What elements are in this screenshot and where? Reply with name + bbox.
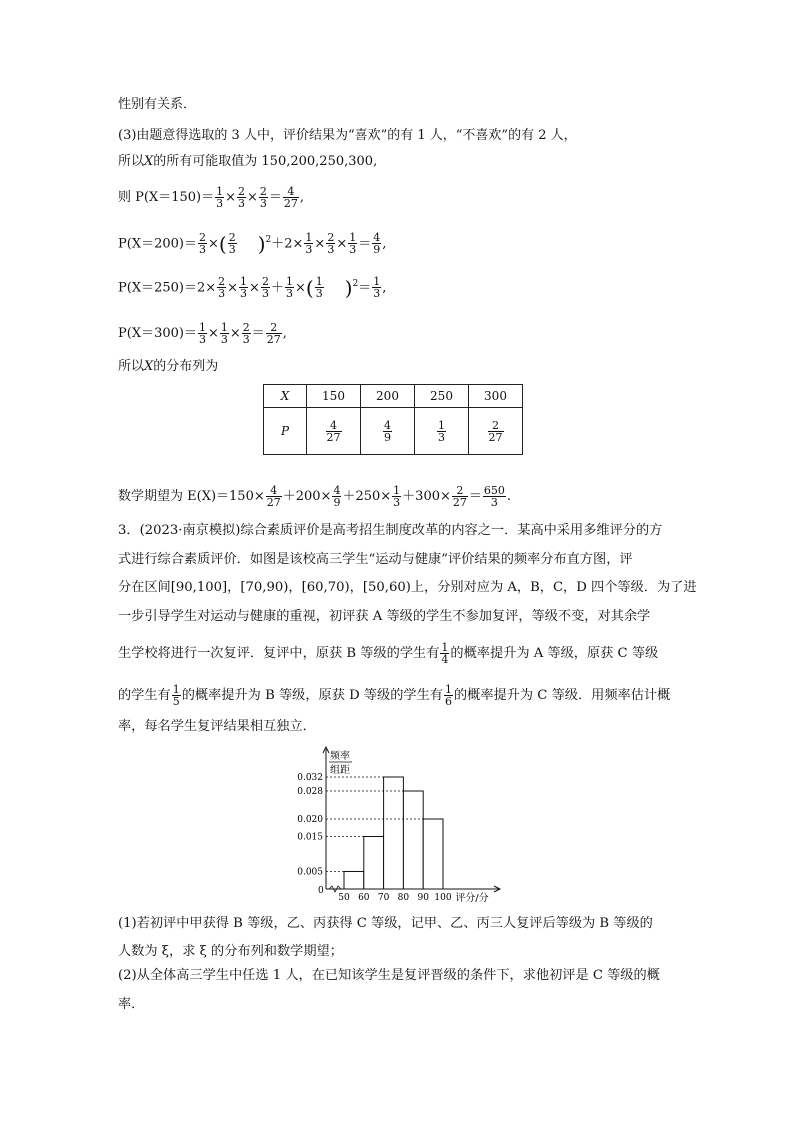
fraction: $\frac{2}{3}$ [327,231,335,257]
fraction: $\frac{2}{27}$ [452,484,467,509]
fraction: $\frac{2}{3}$ [261,275,269,301]
y-tick-label: 0.005 [297,867,323,878]
question-line: 人数为 ξ，求 ξ 的分布列和数学期望； [118,944,343,959]
question-line [118,642,658,665]
question-line: 分在区间[90,100]，[70,90)，[60,70)，[50,60)上，分别对应为 A，B，C，D 四个等级．为了进 [118,580,697,595]
text-seg: 的概率提升为 A 等级，原获 C 等级 [450,646,659,661]
fraction: $\frac{2}{3}$ [242,321,250,346]
y-tick-label: 0.015 [297,832,323,843]
origin-label: 0 [318,886,324,896]
y-tick-label: 0.032 [297,773,323,783]
histogram-bar [344,872,364,890]
text-line: (3)由题意得选取的 3 人中，评价结果为“喜欢”的有 1 人，“不喜欢”的有 2 人， [118,128,577,143]
formula-seg: ＝ [468,489,482,504]
table-row [264,385,523,408]
x-tick-label: 90 [417,893,429,903]
fraction: $\frac{2}{3}$ [228,231,236,257]
question-line: 式进行综合素质评价．如图是该校高三学生“运动与健康”评价结果的频率分布直方图，评 [118,552,633,567]
fraction: $\frac{1}{3}$ [305,231,313,257]
formula-p300: P(X＝300)＝ $\frac{1}{3}$ × $\frac{1}{3}$ × $\frac{2}{3}$ ＝ $\frac{2}{27}$ , [118,321,287,346]
fraction: $\frac{2}{3}$ [238,185,245,210]
table-cell: 150 [307,385,361,408]
table-cell: $\frac{2}{27}$ [469,408,523,455]
fraction: $\frac{1}{3}$ [220,321,228,346]
fraction: $\frac{1}{3}$ [373,275,381,301]
table-cell: 250 [415,385,469,408]
question-line: (2)从全体高三学生中任选 1 人，在已知该学生是复评晋级的条件下，求他初评是 C 等级的概 [118,968,660,983]
x-axis-label: 评分/分 [455,893,489,904]
x-tick-label: 70 [377,893,390,903]
table-cell: $\frac{4}{27}$ [307,408,361,455]
fraction: $\frac{1}{3}$ [198,321,206,346]
histogram-bar [364,837,384,890]
formula-seg: ＋300× [402,489,451,504]
table-cell: 300 [469,385,523,408]
fraction: $\frac{4}{27}$ [266,484,281,509]
formula-prefix: P(X＝250)＝ [118,280,197,296]
fraction: $\frac{1}{4}$ [441,641,449,666]
text-seg: 生学校将进行一次复评．复评中，原获 B 等级的学生有 [118,646,440,661]
question-line: 一步引导学生对运动与健康的重视，初评获 A 等级的学生不参加复评，等级不变，对其余学 [118,609,651,624]
table-cell: $\frac{4}{9}$ [361,408,415,455]
table-cell: 200 [361,385,415,408]
expectation-line: 数学期望为 E(X)＝150× $\frac{4}{27}$ ＋200× $\frac{4}{9}$ ＋250× $\frac{1}{3}$ ＋300× $\frac{2}{27}$ ＝ $\frac{650}{3}$ . [118,484,512,509]
table-cell: $\frac{1}{3}$ [415,408,469,455]
text-seg: 的分布列为 [153,359,219,374]
table-cell: X [264,385,307,408]
text-line: 性别有关系． [118,97,197,112]
text-seg: 所以 [118,154,145,169]
fraction: $\frac{1}{3}$ [315,275,323,301]
fraction: $\frac{1}{3}$ [393,484,401,509]
distribution-table [263,384,523,455]
y-tick-label: 0.028 [297,787,323,797]
text-seg: 的学生有 [118,688,171,703]
fraction: $\frac{650}{3}$ [483,484,505,509]
formula-seg: ＋200× [282,489,332,504]
fraction: $\frac{1}{6}$ [444,683,452,708]
text-line [118,154,377,170]
formula-seg: ＋250× [342,489,392,504]
fraction: $\frac{1}{3}$ [240,275,248,301]
histogram-bar [384,777,404,889]
formula-p150: 则 P(X＝150)＝ $\frac{1}{3}$ × $\frac{2}{3}$ × $\frac{2}{3}$ ＝ $\frac{4}{27}$ , [118,185,305,210]
fraction: $\frac{2}{3}$ [218,275,226,301]
fraction: $\frac{1}{3}$ [349,231,357,257]
formula-prefix: P(X＝300)＝ [118,326,197,341]
x-tick-label: 50 [338,893,350,903]
fraction: $\frac{4}{9}$ [333,484,341,509]
text-seg: 的概率提升为 C 等级．用频率估计概 [453,688,671,703]
fraction: $\frac{4}{9}$ [373,231,381,257]
text-line [118,359,218,375]
fraction: $\frac{2}{27}$ [266,321,281,346]
var-x: X [144,154,154,169]
question-line [118,684,670,707]
fraction: $\frac{1}{3}$ [216,185,224,210]
y-label-top: 频率 [330,751,350,762]
fraction: $\frac{2}{3}$ [198,231,206,257]
formula-prefix: P(X＝200)＝ [118,236,197,252]
histogram-bar [403,791,423,889]
text-seg: 的所有可能取值为 150,200,250,300, [153,154,378,169]
question-line: 率，每名学生复评结果相互独立． [118,719,316,734]
table-cell: P [264,408,307,455]
fraction: $\frac{4}{27}$ [283,185,298,210]
fraction: $\frac{2}{3}$ [259,185,267,210]
question-line: 率． [118,997,145,1012]
histogram-bar [423,819,443,889]
x-tick-label: 100 [434,893,452,903]
formula-prefix: 数学期望为 E(X)＝150× [118,489,265,504]
fraction: $\frac{1}{5}$ [172,683,180,708]
fraction: $\frac{1}{3}$ [285,275,293,301]
table-row [264,408,523,455]
y-tick-label: 0.020 [297,815,323,825]
formula-prefix: 则 P(X＝150)＝ [118,190,215,205]
x-tick-label: 60 [358,893,370,903]
question-line: (1)若初评中甲获得 B 等级，乙、丙获得 C 等级，记甲、乙、丙三人复评后等级为 B 等级的 [118,916,653,931]
x-tick-label: 80 [397,893,410,903]
text-seg: 的概率提升为 B 等级，原获 D 等级的学生有 [181,688,443,703]
text-seg: 所以 [118,359,145,374]
histogram-chart [297,743,520,904]
question-line: 3．(2023·南京模拟)综合素质评价是高考招生制度改革的内容之一．某高中采用多维评分的方 [118,523,663,538]
formula-p250: P(X＝250)＝2× $\frac{2}{3}$ × $\frac{1}{3}$ × $\frac{2}{3}$ ＋ $\frac{1}{3}$ ×( $\frac{1}{3}$ )$^2$＝ $\frac{1}{3}$ , [118,275,387,301]
var-x: X [144,359,154,374]
formula-p200: P(X＝200)＝ $\frac{2}{3}$ ×( $\frac{2}{3}$ )$^2$＋2× $\frac{1}{3}$ × $\frac{2}{3}$ × $\frac{1}{3}$ ＝ $\frac{4}{9}$ , [118,231,387,257]
y-label-bottom: 组距 [330,765,350,776]
